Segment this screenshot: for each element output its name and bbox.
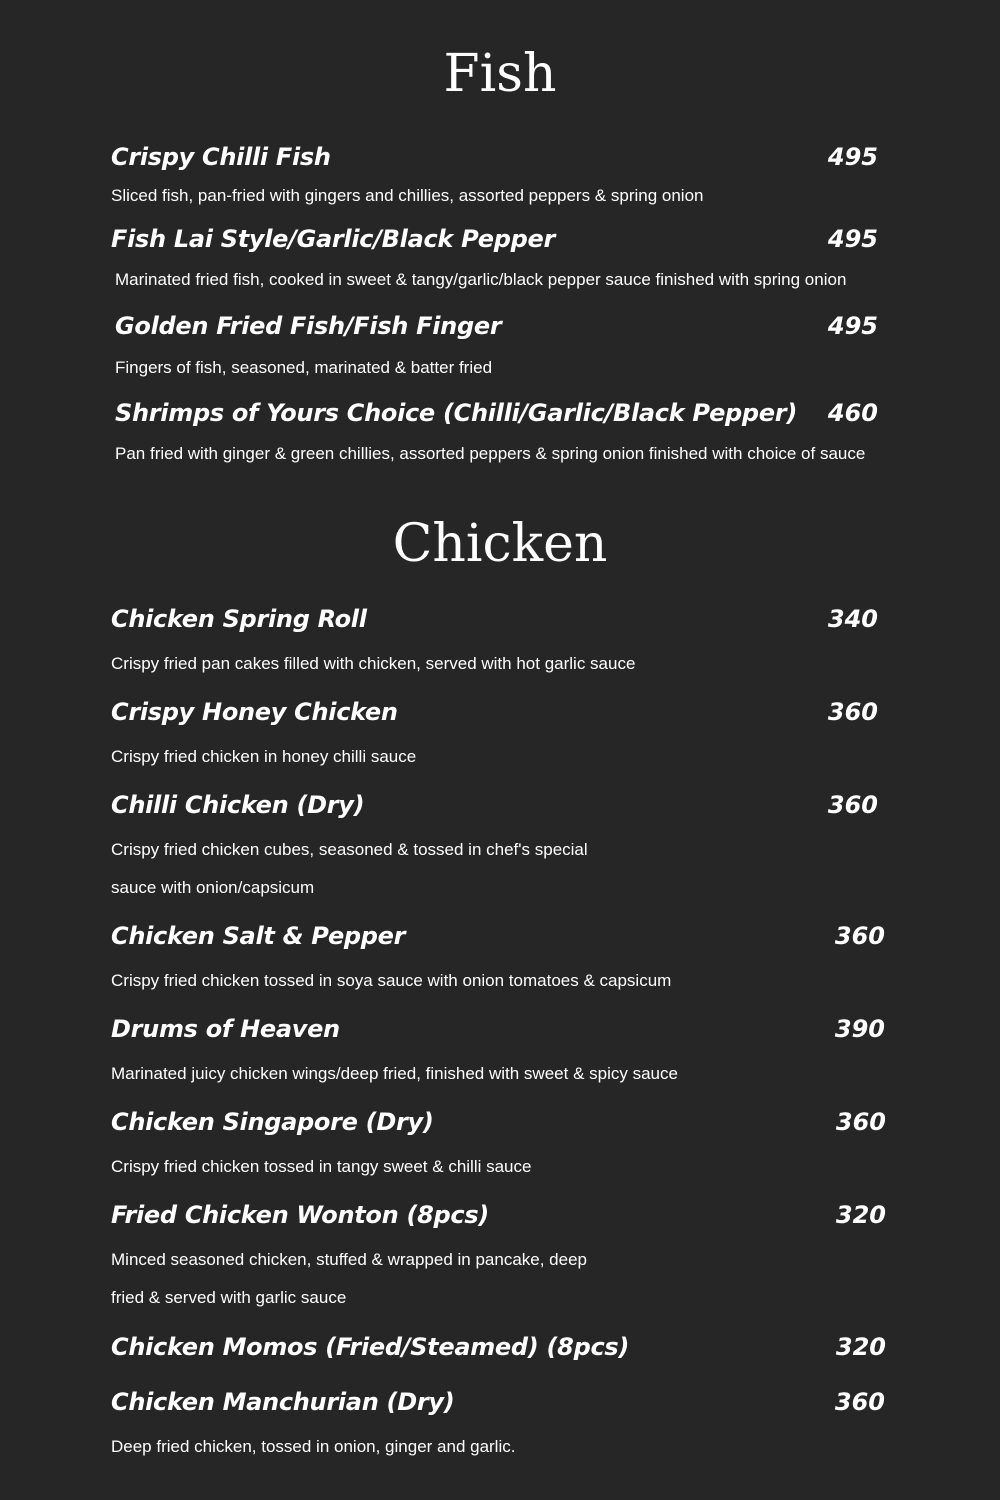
item-description: sauce with onion/capsicum bbox=[111, 878, 315, 897]
item-name: Shrimps of Yours Choice (Chilli/Garlic/Black Pepper) bbox=[115, 399, 797, 427]
item-price: 320 bbox=[835, 1201, 886, 1229]
item-price: 360 bbox=[827, 698, 878, 726]
item-description: Crispy fried chicken tossed in soya sauce with onion tomatoes & capsicum bbox=[111, 971, 672, 990]
item-name: Chicken Momos (Fried/Steamed) (8pcs) bbox=[111, 1333, 630, 1361]
item-description: Pan fried with ginger & green chillies, assorted peppers & spring onion finished with choice of sauce bbox=[115, 444, 866, 463]
item-price: 495 bbox=[827, 312, 878, 340]
item-price: 390 bbox=[834, 1015, 885, 1043]
item-price: 360 bbox=[834, 922, 885, 950]
item-price: 495 bbox=[827, 143, 878, 171]
item-price: 460 bbox=[827, 399, 878, 427]
item-name: Chilli Chicken (Dry) bbox=[111, 791, 365, 819]
item-name: Fried Chicken Wonton (8pcs) bbox=[111, 1201, 489, 1229]
item-name: Chicken Singapore (Dry) bbox=[111, 1108, 434, 1136]
section-title-chicken: Chicken bbox=[392, 514, 608, 574]
item-description: Crispy fried pan cakes filled with chicken, served with hot garlic sauce bbox=[111, 654, 636, 673]
item-name: Crispy Chilli Fish bbox=[111, 143, 331, 171]
item-name: Chicken Salt & Pepper bbox=[111, 922, 406, 950]
item-description: Deep fried chicken, tossed in onion, ginger and garlic. bbox=[111, 1437, 516, 1456]
item-name: Fish Lai Style/Garlic/Black Pepper bbox=[111, 225, 556, 253]
item-name: Drums of Heaven bbox=[111, 1015, 340, 1043]
item-price: 320 bbox=[835, 1333, 886, 1361]
item-description: Crispy fried chicken cubes, seasoned & tossed in chef's special bbox=[111, 840, 588, 859]
item-price: 340 bbox=[827, 605, 878, 633]
item-price: 360 bbox=[835, 1108, 886, 1136]
section-title-fish: Fish bbox=[443, 44, 557, 104]
item-description: Marinated juicy chicken wings/deep fried, finished with sweet & spicy sauce bbox=[111, 1064, 678, 1083]
item-name: Golden Fried Fish/Fish Finger bbox=[115, 312, 502, 340]
item-name: Chicken Manchurian (Dry) bbox=[111, 1388, 455, 1416]
item-description: Sliced fish, pan-fried with gingers and chillies, assorted peppers & spring onion bbox=[111, 186, 704, 205]
item-description: Crispy fried chicken tossed in tangy sweet & chilli sauce bbox=[111, 1157, 532, 1176]
item-price: 495 bbox=[827, 225, 878, 253]
item-description: Marinated fried fish, cooked in sweet & tangy/garlic/black pepper sauce finished with spring onion bbox=[115, 270, 847, 289]
item-description: Fingers of fish, seasoned, marinated & batter fried bbox=[115, 358, 493, 377]
item-description: Crispy fried chicken in honey chilli sauce bbox=[111, 747, 417, 766]
item-description: Minced seasoned chicken, stuffed & wrapped in pancake, deep bbox=[111, 1250, 587, 1269]
item-name: Crispy Honey Chicken bbox=[111, 698, 398, 726]
item-price: 360 bbox=[834, 1388, 885, 1416]
item-price: 360 bbox=[827, 791, 878, 819]
item-description: fried & served with garlic sauce bbox=[111, 1288, 347, 1307]
item-name: Chicken Spring Roll bbox=[111, 605, 367, 633]
